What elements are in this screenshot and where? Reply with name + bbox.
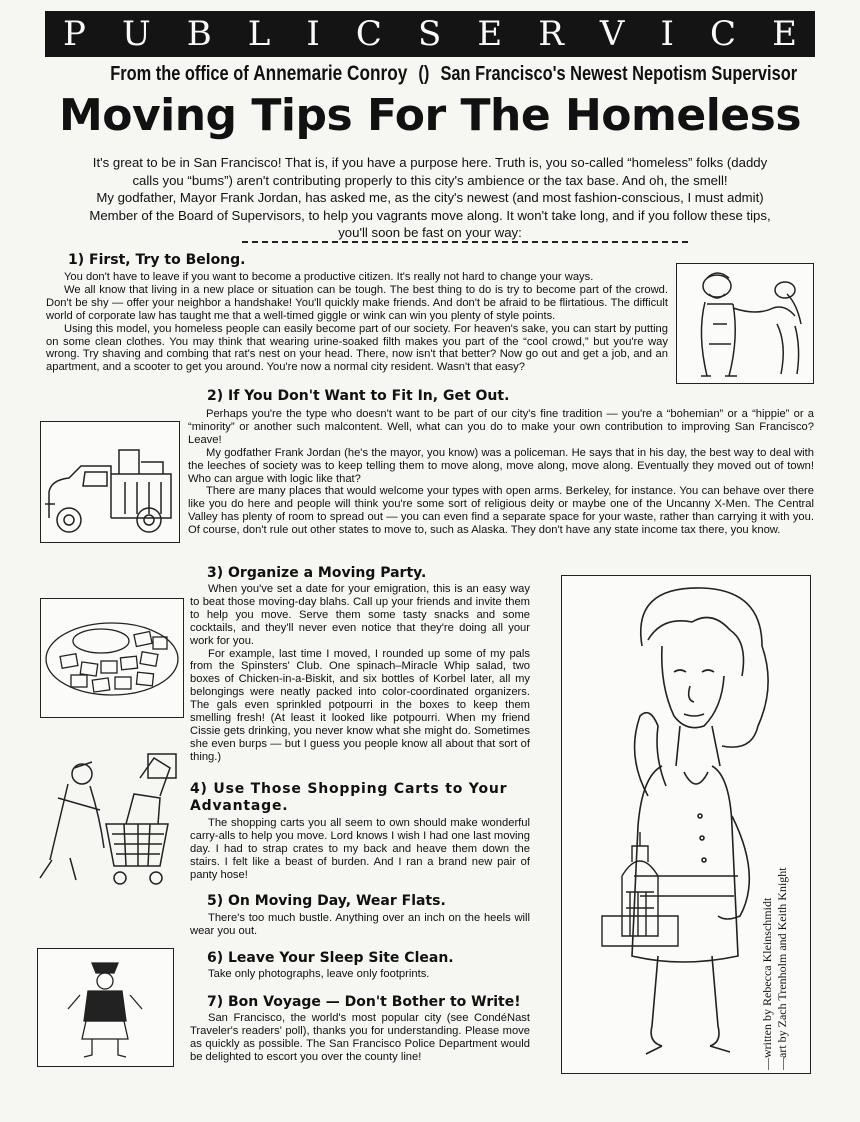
tip-3-para: For example, last time I moved, I rounded up some of my pals from the Spinsters' Club. One spinach–Miracle Whip salad, two boxes of Chicken-in-a-Biskit, and six bottles of Korbel later, all my belongings were neatly packed into color-coordinated organizers. The gals even sprinkled potpourri in the boxes to keep them smelling fresh! (At least it looked like potpourri. When my friend Cissie gets drinking, you never know what she might do. Sometimes she even burps — but I guess you people know all about that sort of thing.) [190, 647, 530, 763]
tip-1-body [46, 271, 668, 374]
tip-6-heading: 6) Leave Your Sleep Site Clean. [207, 950, 454, 966]
tip-2-para: My godfather Frank Jordan (he's the mayor, you know) was a policeman. He says that in his day, the best way to deal with the leeches of society was to keep telling them to move along, move along, move along. Eventually they moved out of town! Who can argue with logic like that? [188, 446, 814, 485]
office-prefix: From the office of [110, 63, 249, 85]
office-separator: () [418, 63, 430, 85]
office-line [110, 62, 798, 86]
credit-writer: —written by Rebecca Kleinschmidt [760, 897, 774, 1070]
moving-truck-drawing [41, 422, 179, 542]
police-officer-drawing [38, 949, 173, 1066]
banner-letter: L [247, 14, 271, 54]
tip-1-para: Using this model, you homeless people can easily become part of our society. For heaven's sake, you can start by putting on some clean clothes. You may think that wearing urine-soaked filth makes you part of the “cool crowd,” but you're way wrong. Try shaving and combing that rat's nest on your head. There, now isn't that better? Now go out and get a job, and an apartment, and a scooter to get you around. You're now a normal city resident. Wasn't that easy? [46, 322, 668, 374]
tip-4-heading: 4) Use Those Shopping Carts to Your Advantage. [190, 781, 508, 814]
banner-letter: S [417, 14, 442, 54]
tip-7-heading: 7) Bon Voyage — Don't Bother to Write! [207, 994, 521, 1010]
tip-6-body [190, 968, 530, 981]
snack-platter-drawing [41, 599, 183, 717]
banner-letter: E [772, 14, 797, 54]
dashed-divider [242, 241, 688, 243]
page-title: Moving Tips For The Homeless [58, 90, 802, 141]
banner-letter: E [477, 14, 503, 54]
credit-art: —art by Zach Trenholm and Keith Knight [775, 867, 789, 1070]
tip-4-body [190, 817, 530, 882]
banner-letter: I [306, 14, 320, 54]
tip-7-para: San Francisco, the world's most popular city (see CondéNast Traveler's readers' poll), thanks you for understanding. Please move as quickly as possible. The San Francisco Police Department would be delighted to escort you over the county line! [190, 1012, 530, 1063]
intro-paragraph [78, 154, 782, 242]
tip-2-para: There are many places that would welcome your types with open arms. Berkeley, for instance. You can behave over there like you do here and people will think you're some sort of religious deity or maybe one of the Uncanny X-Men. The Central Valley has plenty of room to spread out — you can even find a separate space for your waste, rather than carrying it with you. Of course, don't rule out other states to move to, such as Alaska. They don't have any state income tax there, you know. [188, 485, 814, 537]
tip-6-para: Take only photographs, leave only footprints. [208, 968, 430, 980]
tip-3-heading: 3) Organize a Moving Party. [207, 565, 427, 581]
tip-1-para: You don't have to leave if you want to become a productive citizen. It's really not hard to change your ways. [64, 271, 594, 283]
tip-5-para: There's too much bustle. Anything over an inch on the heels will wear you out. [190, 912, 530, 937]
banner-letter: R [538, 14, 564, 54]
public-service-banner [45, 11, 815, 57]
tip-5-heading: 5) On Moving Day, Wear Flats. [207, 893, 446, 909]
tip-4-para: The shopping carts you all seem to own should make wonderful carry-alls to help you move. Lord knows I wish I had one last moving day. I had to strap crates to my back and heave them down the stairs. I felt like a beast of burden. And I ran a brand new pair of panty hose! [190, 817, 530, 881]
tip-2-body [188, 408, 814, 537]
banner-letter: V [599, 14, 625, 54]
banner-letter: C [355, 14, 382, 54]
illustration-shopping-cart [30, 738, 185, 890]
illustration-police-officer [37, 948, 174, 1067]
tip-3-body [190, 583, 530, 764]
illustration-snack-platter [40, 598, 184, 718]
banner-letter: C [710, 14, 737, 54]
man-in-suit-drawing [677, 264, 813, 383]
tip-2-para: Perhaps you're the type who doesn't want to be part of our city's fine tradition — you're a “bohemian” or a “hippie” or a “minority” or another such malcontent. Well, what can you do to make your own contribution to improving San Francisco? Leave! [188, 408, 814, 446]
tip-5-body [190, 912, 530, 938]
illustration-man-in-suit [676, 263, 814, 384]
illustration-truck [40, 421, 180, 543]
tip-2-heading: 2) If You Don't Want to Fit In, Get Out. [207, 388, 510, 404]
tip-1-heading: 1) First, Try to Belong. [68, 252, 246, 268]
banner-letter: U [121, 14, 151, 54]
intro-line-1: It's great to be in San Francisco! That is, if you have a purpose here. Truth is, you so-called “homeless” folks (daddy calls you “bums”) aren't contributing properly to this city's ambience or the tax base. And oh, the smell! [92, 155, 768, 188]
banner-letter: I [660, 14, 674, 54]
intro-line-2: My godfather, Mayor Frank Jordan, has asked me, as the city's newest (and most fashion-conscious, I must admit) Member of the Board of Supervisors, to help you vagrants move along. It won't take long, and if you follow these tips, you'll soon be fast on your way: [89, 190, 771, 241]
banner-letter: P [63, 14, 86, 54]
office-name: Annemarie Conroy [253, 62, 408, 85]
shopping-cart-drawing [30, 738, 185, 890]
tip-7-body [190, 1012, 530, 1064]
tip-1-para: We all know that living in a new place or situation can be tough. The best thing to do is try to become part of the crowd. Don't be shy — offer your neighbor a handshake! You'll quickly make friends. And don't be afraid to be flirtatious. The difficult world of corporate law has taught me that a well-timed giggle or wink can win you plenty of style points. [46, 283, 668, 322]
tip-3-para: When you've set a date for your emigration, this is an easy way to beat those moving-day blahs. Call up your friends and invite them to help you move. Serve them some tasty snacks and some cocktails, and they'll never even notice that they're doing all your work for you. [190, 583, 530, 647]
office-suffix: San Francisco's Newest Nepotism Supervisor [440, 63, 798, 85]
banner-letter: B [186, 14, 212, 54]
credits [760, 867, 790, 1070]
